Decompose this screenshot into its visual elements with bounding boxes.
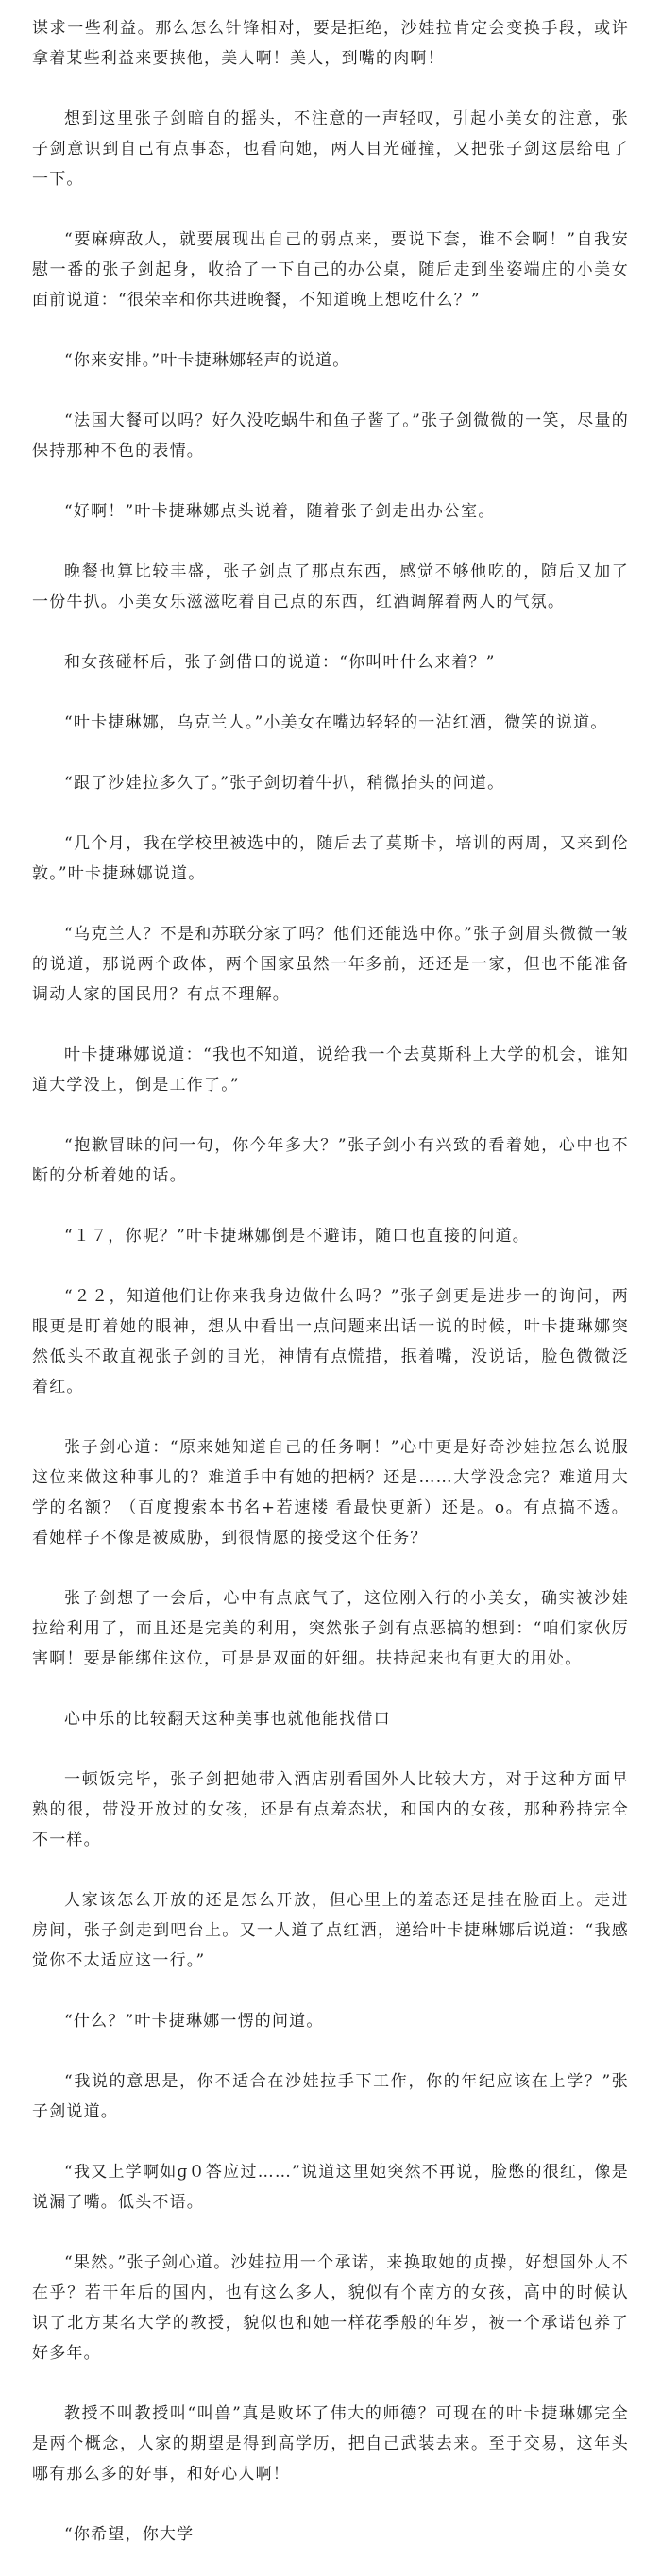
- paragraph: “抱歉冒昧的问一句，你今年多大？”张子剑小有兴致的看着她，心中也不断的分析着她的话。: [32, 1136, 629, 1185]
- paragraph: 张子剑想了一会后，心中有点底气了，这位刚入行的小美女，确实被沙娃拉给利用了，而且还是完美的利用，突然张子剑有点恶搞的想到：“咱们家伙厉害啊！要是能绑住这位，可是是双面的奸细。扶持起来也有更大的用处。: [32, 1589, 629, 1668]
- paragraph: “什么？”叶卡捷琳娜一愣的问道。: [64, 2012, 324, 2031]
- paragraph: 晚餐也算比较丰盛，张子剑点了那点东西，感觉不够他吃的，随后又加了一份牛扒。小美女乐滋滋吃着自己点的东西，红酒调解着两人的气氛。: [32, 562, 629, 611]
- paragraph: 教授不叫教授叫“叫兽”真是败坏了伟大的师德？可现在的叶卡捷琳娜完全是两个概念，人家的期望是得到高学历，把自己武装去来。至于交易，这年头哪有那么多的好事，和好心人啊！: [32, 2404, 629, 2484]
- paragraph: “叶卡捷琳娜，乌克兰人。”小美女在嘴边轻轻的一沾红酒，微笑的说道。: [64, 713, 608, 732]
- paragraph: 一顿饭完毕，张子剑把她带入酒店别看国外人比较大方，对于这种方面早熟的很，带没开放过的女孩，还是有点羞态状，和国内的女孩，那种矜持完全不一样。: [32, 1770, 629, 1849]
- paragraph: 人家该怎么开放的还是怎么开放，但心里上的羞态还是挂在脸面上。走进房间，张子剑走到吧台上。又一人道了点红酒，递给叶卡捷琳娜后说道：“我感觉你不太适应这一行。”: [32, 1891, 629, 1970]
- paragraph: “跟了沙娃拉多久了。”张子剑切着牛扒，稍微抬头的问道。: [64, 774, 505, 793]
- paragraph: 和女孩碰杯后，张子剑借口的说道：“你叫叶什么来着？”: [64, 653, 496, 672]
- paragraph: 想到这里张子剑暗自的摇头，不注意的一声轻叹，引起小美女的注意，张子剑意识到自己有点事态，也看向她，两人目光碰撞，又把张子剑这层给电了一下。: [32, 109, 629, 189]
- paragraph: “你希望，你大学: [64, 2525, 195, 2544]
- paragraph: “法国大餐可以吗？好久没吃蜗牛和鱼子酱了。”张子剑微微的一笑，尽量的保持那种不色的表情。: [32, 411, 629, 460]
- paragraph: “好啊！”叶卡捷琳娜点头说着，随着张子剑走出办公室。: [64, 502, 496, 521]
- paragraph: “１７，你呢？”叶卡捷琳娜倒是不避讳，随口也直接的问道。: [64, 1227, 530, 1246]
- paragraph: “果然。”张子剑心道。沙娃拉用一个承诺，来换取她的贞操，好想国外人不在乎？若干年后的国内，也有这么多人，貌似有个南方的女孩，高中的时候认识了北方某名大学的教授，貌似也和她一样花季般的年岁，被一个承诺包养了好多年。: [32, 2253, 629, 2363]
- paragraph: “我说的意思是，你不适合在沙娃拉手下工作，你的年纪应该在上学？”张子剑说道。: [32, 2072, 629, 2121]
- paragraph: “乌克兰人？不是和苏联分家了吗？他们还能选中你。”张子剑眉头微微一皱的说道，那说两个政体，两个国家虽然一年多前，还还是一家，但也不能准备调动人家的国民用？有点不理解。: [32, 925, 629, 1004]
- paragraph: 心中乐的比较翻天这种美事也就他能找借口: [64, 1710, 391, 1729]
- paragraph: “你来安排。”叶卡捷琳娜轻声的说道。: [64, 351, 350, 370]
- paragraph: “２２，知道他们让你来我身边做什么吗？”张子剑更是进步一的询问，两眼更是盯着她的眼神，想从中看出一点问题来出话一说的时候，叶卡捷琳娜突然低头不敢直视张子剑的目光，神情有点慌措，抿着嘴，没说话，脸色微微泛着红。: [32, 1287, 629, 1397]
- paragraph: “要麻痹敌人，就要展现出自己的弱点来，要说下套，谁不会啊！”自我安慰一番的张子剑起身，收拾了一下自己的办公桌，随后走到坐姿端庄的小美女面前说道：“很荣幸和你共进晚餐，不知道晚上想吃什么？”: [32, 230, 629, 309]
- paragraph: 谋求一些利益。那么怎么针锋相对，要是拒绝，沙娃拉肯定会变换手段，或许拿着某些利益来要挟他，美人啊！美人，到嘴的肉啊！: [32, 19, 629, 68]
- paragraph: “我又上学啊如ɡ０答应过……”说道这里她突然不再说，脸憋的很红，像是说漏了嘴。低头不语。: [32, 2163, 629, 2212]
- paragraph: 叶卡捷琳娜说道：“我也不知道，说给我一个去莫斯科上大学的机会，谁知道大学没上，倒是工作了。”: [32, 1045, 629, 1095]
- paragraph: “几个月，我在学校里被选中的，随后去了莫斯卡，培训的两周，又来到伦敦。”叶卡捷琳娜说道。: [32, 834, 629, 883]
- paragraph: 张子剑心道：“原来她知道自己的任务啊！”心中更是好奇沙娃拉怎么说服这位来做这种事儿的？难道手中有她的把柄？还是……大学没念完？难道用大学的名额？（百度搜索本书名+若速楼 看最快更新）还是。o。有点搞不透。看她样子不像是被威胁，到很情愿的接受这个任务？: [32, 1438, 629, 1547]
